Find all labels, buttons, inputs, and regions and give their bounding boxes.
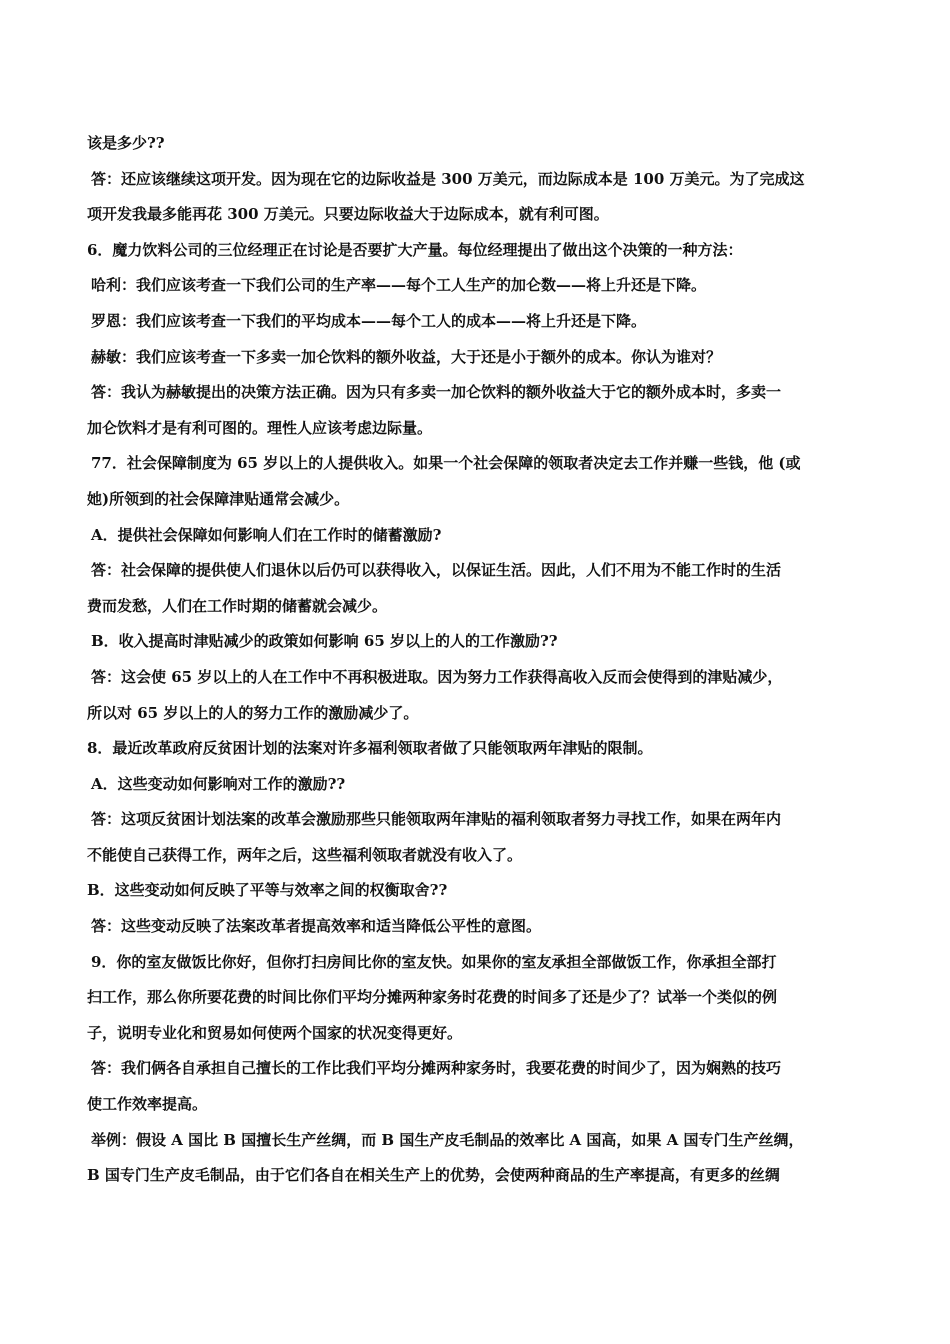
dialogue-line-ron: 罗恩：我们应该考查一下我们的平均成本——每个工人的成本——将上升还是下降。 xyxy=(91,311,647,330)
document-body xyxy=(87,126,867,1194)
subquestion-b-line: B．收入提高时津贴减少的政策如何影响 65 岁以上的人的工作激励?? xyxy=(91,632,558,651)
question-8-line: 8．最近改革政府反贫困计划的法案对许多福利领取者做了只能领取两年津贴的限制。 xyxy=(87,739,653,758)
text-line: 项开发我最多能再花 300 万美元。只要边际收益大于边际成本，就有利可图。 xyxy=(87,205,609,224)
question-9-line: 9．你的室友做饭比你好，但你打扫房间比你的室友快。如果你的室友承担全部做饭工作，你承担全部打 xyxy=(91,952,777,971)
answer-line: 答：这些变动反映了法案改革者提高效率和适当降低公平性的意图。 xyxy=(91,917,542,936)
subquestion-a-line: A．这些变动如何影响对工作的激励?? xyxy=(91,774,346,793)
text-line: 扫工作，那么你所要花费的时间比你们平均分摊两种家务时花费的时间多了还是少了？试举一个类似的例 xyxy=(87,988,778,1007)
text-line: 所以对 65 岁以上的人的努力工作的激励减少了。 xyxy=(87,703,419,722)
text-line: 使工作效率提高。 xyxy=(87,1095,208,1114)
text-line: 不能使自己获得工作，两年之后，这些福利领取者就没有收入了。 xyxy=(87,845,523,864)
text-line: 子，说明专业化和贸易如何使两个国家的状况变得更好。 xyxy=(87,1023,463,1042)
answer-line: 答：这会使 65 岁以上的人在工作中不再积极进取。因为努力工作获得高收入反而会使得到的津贴减少， xyxy=(91,667,783,686)
answer-line: 答：我们俩各自承担自己擅长的工作比我们平均分摊两种家务时，我要花费的时间少了，因为娴熟的技巧 xyxy=(91,1059,782,1078)
subquestion-b-line: B．这些变动如何反映了平等与效率之间的权衡取舍?? xyxy=(87,881,448,900)
question-6-line: 6．魔力饮料公司的三位经理正在讨论是否要扩大产量。每位经理提出了做出这个决策的一种方法： xyxy=(87,240,743,259)
answer-line: 答：社会保障的提供使人们退休以后仍可以获得收入，以保证生活。因此，人们不用为不能工作时的生活 xyxy=(91,561,782,580)
text-line: 该是多少?? xyxy=(87,134,165,152)
answer-line: 答：这项反贫困计划法案的改革会激励那些只能领取两年津贴的福利领取者努力寻找工作，如果在两年内 xyxy=(91,810,782,829)
subquestion-a-line: A．提供社会保障如何影响人们在工作时的储蓄激励? xyxy=(91,525,442,544)
text-line: 她)所领到的社会保障津贴通常会减少。 xyxy=(87,489,350,508)
text-line: B 国专门生产皮毛制品，由于它们各自在相关生产上的优势，会使两种商品的生产率提高，有更多的丝绸 xyxy=(87,1166,780,1185)
text-line: 加仑饮料才是有利可图的。理性人应该考虑边际量。 xyxy=(87,418,433,437)
answer-line: 答：还应该继续这项开发。因为现在它的边际收益是 300 万美元，而边际成本是 100 万美元。为了完成这 xyxy=(91,169,805,188)
text-line: 费而发愁，人们在工作时期的储蓄就会减少。 xyxy=(87,596,388,615)
dialogue-line-hermione: 赫敏：我们应该考查一下多卖一加仑饮料的额外收益，大于还是小于额外的成本。你认为谁对？ xyxy=(91,347,722,366)
question-7-line: 77．社会保障制度为 65 岁以上的人提供收入。如果一个社会保障的领取者决定去工作并赚一些钱，他 (或 xyxy=(91,454,801,473)
example-line: 举例：假设 A 国比 B 国擅长生产丝绸，而 B 国生产皮毛制品的效率比 A 国高，如果 A 国专门生产丝绸， xyxy=(91,1130,804,1149)
answer-line: 答：我认为赫敏提出的决策方法正确。因为只有多卖一加仑饮料的额外收益大于它的额外成本时，多卖一 xyxy=(91,383,782,402)
dialogue-line-harry: 哈利：我们应该考查一下我们公司的生产率——每个工人生产的加仑数——将上升还是下降。 xyxy=(91,276,707,295)
